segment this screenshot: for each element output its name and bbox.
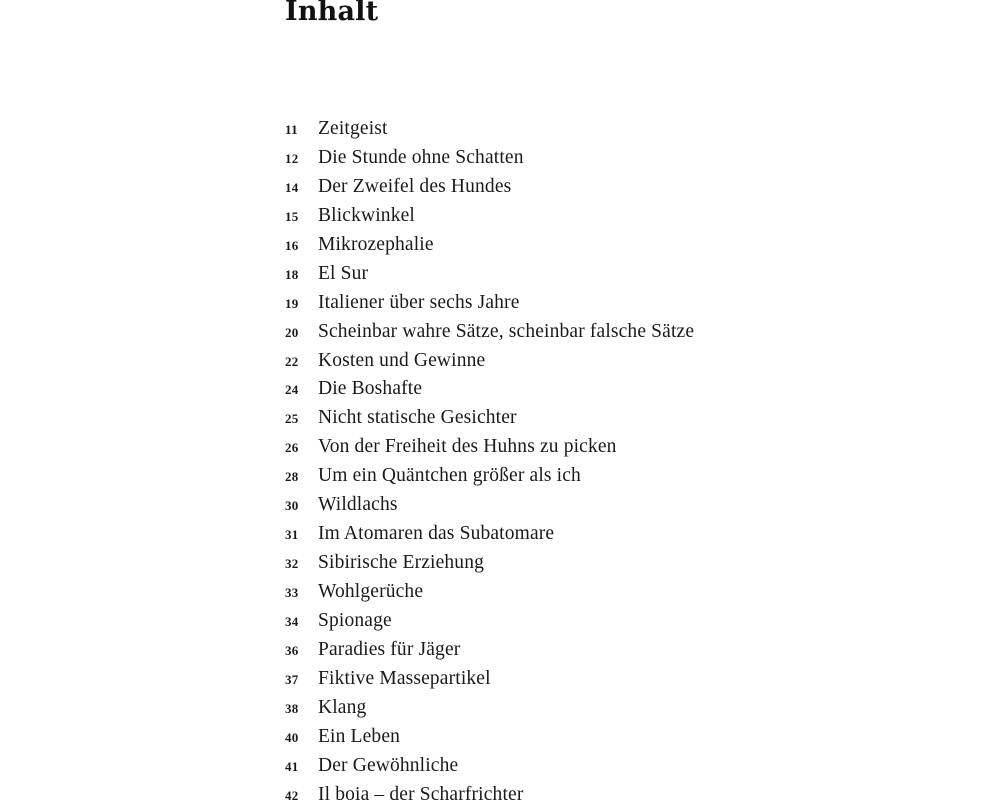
toc-page-number: 22 [285,353,299,369]
toc-page-number: 31 [285,527,299,543]
toc-page-number: 26 [285,440,299,456]
toc-title: Die Boshafte [318,378,423,400]
toc-page-number: 30 [285,498,299,514]
toc-title: Von der Freiheit des Huhns zu picken [318,436,617,458]
toc-page-number: 11 [285,122,298,137]
toc-page-number: 14 [285,179,299,195]
toc-title: Fiktive Massepartikel [318,667,491,689]
toc-title: Il boia – der Scharfrichter [318,783,524,805]
toc-title: Die Stunde ohne Schatten [318,146,524,168]
toc-title: Ein Leben [318,725,401,747]
table-of-contents [285,115,694,810]
toc-entry [285,231,694,260]
toc-title: Spionage [318,609,392,631]
toc-title: Wohlgerüche [318,581,424,602]
toc-title: Um ein Quäntchen größer als ich [318,465,581,487]
toc-title: Im Atomaren das Subatomare [318,523,555,545]
toc-entry [285,636,694,665]
toc-page-number: 20 [285,324,299,340]
toc-entry [285,781,694,810]
toc-page-number: 24 [285,382,299,398]
toc-title: Der Gewöhnliche [318,754,459,776]
toc-page-number: 36 [285,642,299,658]
toc-page-number: 25 [285,411,299,427]
toc-title: Scheinbar wahre Sätze, scheinbar falsche Sätze [318,320,695,342]
toc-title: Paradies für Jäger [318,638,461,660]
toc-title: Wildlachs [318,494,398,516]
toc-title: Italiener über sechs Jahre [318,291,520,313]
toc-entry [285,115,694,144]
toc-entry [285,752,694,781]
page-title: Inhalt [285,0,379,27]
toc-page-number: 28 [285,469,299,485]
toc-page-number: 32 [285,556,299,572]
toc-title: Mikrozephalie [318,233,434,255]
toc-entry [285,433,694,462]
toc-entry [285,491,694,520]
toc-page-number: 18 [285,266,299,282]
toc-entry [285,723,694,752]
toc-entry [285,578,694,607]
toc-page-number: 33 [285,585,299,600]
toc-title: Sibirische Erziehung [318,552,484,574]
toc-entry [285,549,694,578]
toc-title: El Sur [318,262,369,284]
toc-page-number: 15 [285,208,299,224]
toc-page-number: 12 [285,150,299,166]
toc-entry [285,289,694,318]
toc-entry [285,260,694,289]
toc-page-number: 42 [285,787,299,803]
toc-title: Blickwinkel [318,204,415,226]
toc-title: Kosten und Gewinne [318,349,486,371]
toc-entry [285,202,694,231]
toc-entry [285,694,694,723]
toc-entry [285,347,694,376]
toc-entry [285,607,694,636]
toc-entry [285,665,694,694]
toc-page-number: 38 [285,700,299,716]
toc-entry [285,462,694,491]
toc-page-number: 37 [285,671,299,687]
toc-title: Der Zweifel des Hundes [318,175,512,197]
toc-page-number: 34 [285,613,299,629]
toc-entry [285,375,694,404]
toc-page-number: 19 [285,295,299,311]
toc-entry [285,318,694,347]
toc-entry [285,520,694,549]
toc-entry [285,404,694,433]
toc-title: Nicht statische Gesichter [318,407,517,429]
toc-page-number: 16 [285,237,299,253]
toc-entry [285,173,694,202]
toc-page-number: 41 [285,758,299,774]
toc-page-number: 40 [285,729,299,745]
toc-title: Zeitgeist [318,118,388,139]
toc-title: Klang [318,696,367,718]
toc-entry [285,144,694,173]
